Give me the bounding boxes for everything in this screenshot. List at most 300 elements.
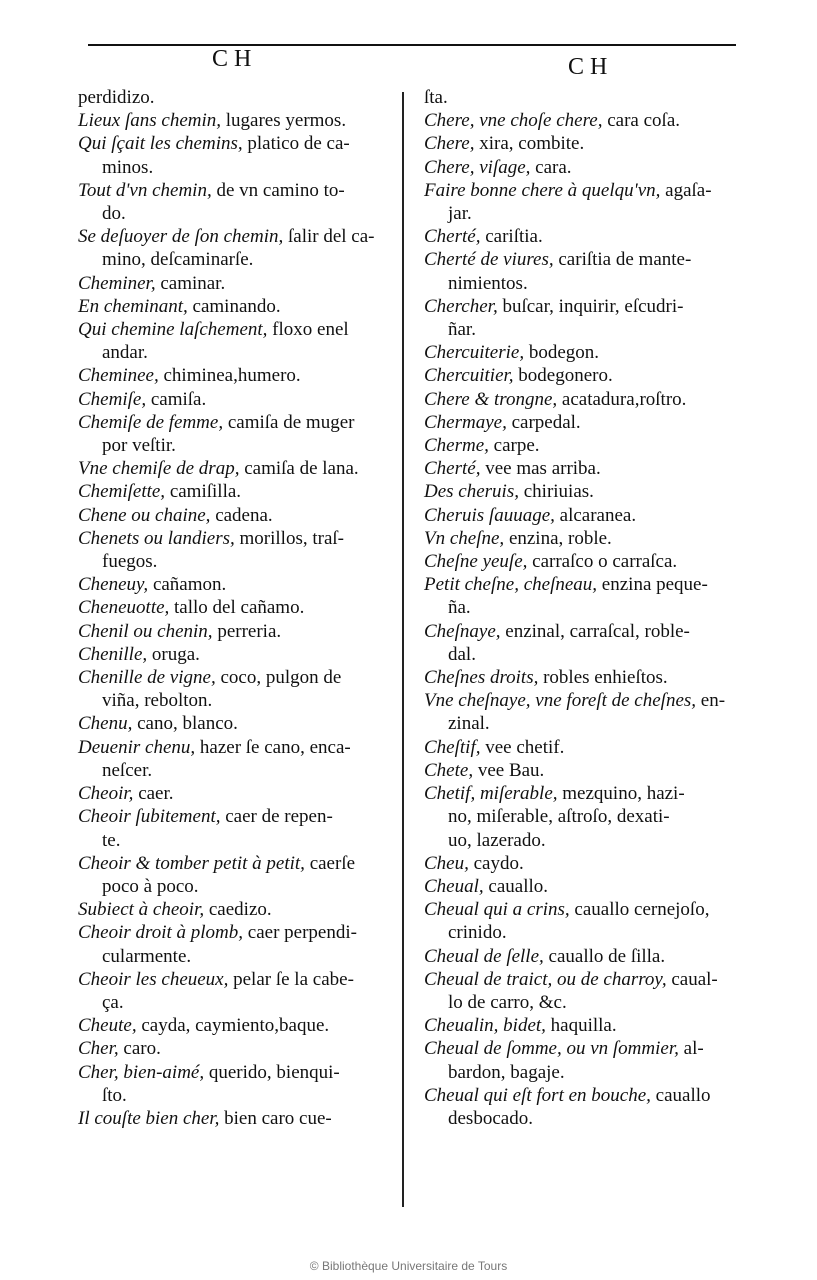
entry-headword: Chere, vne choſe chere,: [424, 110, 603, 132]
entry-translation: camiſilla.: [165, 481, 242, 503]
entry-translation: cara.: [530, 156, 572, 178]
entry-line: [424, 527, 736, 550]
entry-headword: Lieux ſans chemin,: [78, 110, 222, 132]
entry-headword: Cheſnaye,: [424, 620, 501, 642]
entry-line: [78, 689, 390, 712]
dictionary-entry: [78, 596, 390, 619]
dictionary-entry: [78, 225, 390, 271]
entry-headword: Cherté,: [424, 226, 481, 248]
entry-translation: cañamon.: [148, 574, 227, 596]
dictionary-entry: [78, 295, 390, 318]
entry-headword: Cheual qui a crins,: [424, 899, 570, 921]
entry-line: [424, 782, 736, 805]
entry-headword: Cherté de viures,: [424, 249, 554, 271]
entry-line: [424, 272, 736, 295]
entry-line: [78, 875, 390, 898]
entry-translation: cano, blanco.: [132, 713, 238, 735]
entry-translation: carpedal.: [506, 411, 581, 433]
entry-translation: caro.: [118, 1038, 161, 1060]
entry-translation: caer.: [133, 783, 174, 805]
entry-line: [424, 341, 736, 364]
entry-translation: ſta.: [424, 87, 448, 108]
entry-translation: caedizo.: [204, 899, 272, 921]
dictionary-entry: [424, 109, 736, 132]
dictionary-entry: [78, 782, 390, 805]
dictionary-entry: [424, 1014, 736, 1037]
entry-line: [424, 945, 736, 968]
dictionary-entry: [78, 898, 390, 921]
dictionary-entry: [424, 968, 736, 1014]
entry-line: [78, 666, 390, 689]
entry-line: [424, 852, 736, 875]
entry-headword: Des cheruis,: [424, 481, 519, 503]
entry-translation: cariſtia de mante-: [553, 249, 692, 271]
dictionary-entry: [424, 898, 736, 944]
entry-headword: Chete,: [424, 759, 474, 781]
entry-translation: pelar ſe la cabe-: [228, 968, 354, 990]
entry-line: [78, 202, 390, 225]
entry-line: [78, 248, 390, 271]
dictionary-entry: [78, 852, 390, 898]
entry-translation: por veſtir.: [102, 435, 176, 457]
entry-translation: caer de repen-: [220, 806, 333, 828]
entry-line: [424, 132, 736, 155]
entry-translation: cauallo de ſilla.: [543, 945, 666, 967]
entry-line: [424, 689, 736, 712]
entry-translation: zinal.: [448, 713, 490, 735]
entry-line: [78, 527, 390, 550]
entry-line: [424, 829, 736, 852]
entry-headword: Tout d'vn chemin,: [78, 179, 212, 201]
entry-line: [78, 643, 390, 666]
dictionary-entry: [78, 1014, 390, 1037]
entry-line: [78, 1084, 390, 1107]
entry-headword: Petit cheſne, cheſneau,: [424, 574, 598, 596]
dictionary-entry: [78, 573, 390, 596]
entry-line: [78, 1061, 390, 1084]
entry-translation: perreria.: [212, 620, 282, 642]
entry-line: [78, 179, 390, 202]
dictionary-entry: [78, 411, 390, 457]
entry-headword: Chere, viſage,: [424, 156, 531, 178]
entry-headword: Cheoir droit à plomb,: [78, 922, 244, 944]
entry-translation: coco, pulgon de: [215, 667, 342, 689]
dictionary-entry: [78, 712, 390, 735]
entry-line: [424, 1084, 736, 1107]
entry-translation: dal.: [448, 643, 476, 665]
column-divider: [402, 92, 404, 1207]
entry-translation: cauallo: [650, 1084, 711, 1106]
entry-line: [78, 480, 390, 503]
entry-headword: Cher, bien-aimé,: [78, 1061, 205, 1083]
entry-headword: Chemiſette,: [78, 481, 166, 503]
dictionary-entry: [424, 875, 736, 898]
entry-headword: Il couſte bien cher,: [78, 1107, 220, 1129]
entry-line: [78, 573, 390, 596]
entry-line: [78, 504, 390, 527]
entry-translation: vee Bau.: [473, 759, 545, 781]
entry-headword: Faire bonne chere à quelqu'vn,: [424, 179, 661, 201]
entry-line: [424, 318, 736, 341]
dictionary-entry: [78, 643, 390, 666]
entry-line: [78, 1107, 390, 1130]
entry-line: [424, 1061, 736, 1084]
dictionary-entry: [78, 504, 390, 527]
entry-headword: Chemiſe de femme,: [78, 411, 224, 433]
entry-headword: Cheu,: [424, 852, 469, 874]
entry-translation: fuegos.: [102, 551, 158, 573]
entry-line: [424, 643, 736, 666]
right-column: [424, 86, 736, 1130]
entry-headword: Chenille de vigne,: [78, 667, 216, 689]
entry-translation: caminando.: [187, 295, 281, 317]
entry-headword: Cheſtif,: [424, 736, 481, 758]
entry-translation: xira, combite.: [474, 133, 585, 155]
dictionary-entry: [424, 457, 736, 480]
entry-translation: hazer ſe cano, enca-: [195, 736, 351, 758]
entry-translation: haquilla.: [545, 1015, 617, 1037]
entry-translation: carraſco o carraſca.: [527, 551, 678, 573]
dictionary-entry: [78, 666, 390, 712]
entry-headword: Cheual de traict, ou de charroy,: [424, 968, 667, 990]
entry-line: [78, 225, 390, 248]
entry-line: [78, 1037, 390, 1060]
dictionary-entry: [424, 132, 736, 155]
entry-line: [78, 968, 390, 991]
entry-headword: Cheneuy,: [78, 574, 149, 596]
entry-line: [424, 179, 736, 202]
dictionary-entry: [78, 86, 390, 109]
entry-line: [424, 712, 736, 735]
entry-line: [78, 434, 390, 457]
entry-translation: floxo enel: [267, 319, 349, 341]
entry-line: [78, 829, 390, 852]
entry-headword: Cheualin, bidet,: [424, 1015, 546, 1037]
entry-line: [424, 86, 736, 109]
entry-headword: Qui chemine laſchement,: [78, 319, 268, 341]
entry-line: [78, 991, 390, 1014]
dictionary-entry: [424, 666, 736, 689]
dictionary-entry: [424, 364, 736, 387]
dictionary-entry: [78, 736, 390, 782]
entry-translation: lugares yermos.: [221, 110, 347, 132]
entry-line: [424, 968, 736, 991]
entry-headword: Chenil ou chenin,: [78, 620, 213, 642]
entry-line: [424, 666, 736, 689]
dictionary-entry: [78, 457, 390, 480]
entry-line: [424, 573, 736, 596]
entry-line: [424, 457, 736, 480]
entry-line: [78, 272, 390, 295]
left-column: [78, 86, 390, 1130]
dictionary-entry: [424, 86, 736, 109]
entry-translation: vee chetif.: [480, 736, 565, 758]
entry-headword: Cher,: [78, 1038, 119, 1060]
entry-headword: Chemiſe,: [78, 388, 147, 410]
entry-translation: cariſtia.: [480, 226, 543, 248]
dictionary-entry: [424, 573, 736, 619]
running-head-right: CH: [568, 54, 614, 80]
entry-line: [424, 388, 736, 411]
entry-translation: platico de ca-: [242, 133, 350, 155]
entry-headword: Chercher,: [424, 295, 498, 317]
entry-translation: neſcer.: [102, 759, 153, 781]
entry-headword: Cheoir,: [78, 783, 134, 805]
entry-translation: de vn camino to-: [211, 179, 345, 201]
entry-translation: camiſa de lana.: [239, 458, 359, 480]
dictionary-entry: [424, 527, 736, 550]
entry-headword: Cheſnes droits,: [424, 667, 539, 689]
dictionary-entry: [424, 480, 736, 503]
entry-line: [424, 805, 736, 828]
entry-headword: Chere,: [424, 133, 475, 155]
entry-headword: Cherme,: [424, 435, 489, 457]
entry-translation: nimientos.: [448, 272, 528, 294]
entry-translation: carpe.: [488, 435, 540, 457]
entry-translation: caer perpendi-: [243, 922, 357, 944]
entry-line: [424, 202, 736, 225]
entry-translation: cadena.: [210, 504, 273, 526]
entry-line: [424, 736, 736, 759]
entry-translation: caual-: [666, 968, 718, 990]
entry-headword: Cheute,: [78, 1015, 137, 1037]
entry-headword: En cheminant,: [78, 295, 188, 317]
dictionary-entry: [424, 550, 736, 573]
entry-line: [424, 620, 736, 643]
entry-translation: ça.: [102, 991, 124, 1013]
dictionary-entry: [78, 1037, 390, 1060]
entry-line: [424, 1037, 736, 1060]
entry-line: [78, 805, 390, 828]
entry-line: [78, 156, 390, 179]
entry-line: [78, 1014, 390, 1037]
entry-line: [424, 109, 736, 132]
entry-headword: Cheual de ſelle,: [424, 945, 544, 967]
entry-line: [78, 782, 390, 805]
entry-translation: agaſa-: [660, 179, 712, 201]
entry-translation: bien caro cue-: [219, 1107, 332, 1129]
entry-translation: oruga.: [147, 643, 200, 665]
entry-translation: ſto.: [102, 1084, 127, 1106]
entry-translation: cularmente.: [102, 945, 192, 967]
dictionary-entry: [78, 1107, 390, 1130]
dictionary-entry: [424, 759, 736, 782]
entry-translation: desbocado.: [448, 1107, 533, 1129]
entry-translation: bodegonero.: [513, 365, 613, 387]
entry-headword: Chercuiterie,: [424, 342, 525, 364]
dictionary-entry: [78, 968, 390, 1014]
entry-translation: perdidizo.: [78, 87, 155, 108]
entry-translation: vee mas arriba.: [480, 458, 601, 480]
entry-headword: Cheſne yeuſe,: [424, 551, 528, 573]
entry-line: [424, 480, 736, 503]
entry-headword: Vn cheſne,: [424, 527, 505, 549]
entry-translation: buſcar, inquirir, eſcudri-: [497, 295, 684, 317]
entry-line: [424, 596, 736, 619]
entry-line: [424, 550, 736, 573]
entry-translation: lo de carro, &c.: [448, 991, 567, 1013]
entry-translation: viña, rebolton.: [102, 690, 213, 712]
entry-translation: caydo.: [468, 852, 524, 874]
entry-headword: Subiect à cheoir,: [78, 899, 205, 921]
entry-translation: cauallo.: [483, 875, 548, 897]
running-head-left: CH: [212, 46, 258, 72]
dictionary-entry: [424, 341, 736, 364]
entry-line: [78, 318, 390, 341]
entry-headword: Deuenir chenu,: [78, 736, 196, 758]
entry-line: [78, 945, 390, 968]
entry-translation: andar.: [102, 342, 148, 364]
entry-headword: Chetif, miſerable,: [424, 783, 558, 805]
entry-headword: Cheual,: [424, 875, 484, 897]
dictionary-entry: [78, 1061, 390, 1107]
dictionary-entry: [78, 318, 390, 364]
entry-translation: robles enhieſtos.: [538, 667, 668, 689]
entry-line: [424, 504, 736, 527]
dictionary-entry: [78, 921, 390, 967]
entry-translation: do.: [102, 203, 126, 225]
entry-headword: Cheual qui eſt fort en bouche,: [424, 1084, 651, 1106]
entry-translation: cayda, caymiento,baque.: [136, 1015, 330, 1037]
entry-line: [78, 759, 390, 782]
dictionary-entry: [78, 132, 390, 178]
entry-translation: crinido.: [448, 922, 507, 944]
entry-line: [78, 852, 390, 875]
entry-line: [424, 759, 736, 782]
entry-translation: no, miſerable, aſtroſo, dexati-: [448, 806, 670, 828]
entry-headword: Cheruis ſauuage,: [424, 504, 555, 526]
dictionary-entry: [78, 179, 390, 225]
entry-translation: uo, lazerado.: [448, 829, 546, 851]
entry-line: [78, 341, 390, 364]
entry-line: [424, 1107, 736, 1130]
entry-line: [78, 132, 390, 155]
dictionary-entry: [78, 388, 390, 411]
entry-line: [78, 596, 390, 619]
entry-translation: enzina, roble.: [504, 527, 612, 549]
dictionary-entry: [424, 852, 736, 875]
entry-line: [424, 898, 736, 921]
entry-translation: querido, bienqui-: [204, 1061, 340, 1083]
dictionary-entry: [78, 480, 390, 503]
entry-line: [78, 86, 390, 109]
entry-line: [424, 434, 736, 457]
entry-translation: cauallo cernejoſo,: [569, 899, 710, 921]
entry-line: [424, 1014, 736, 1037]
entry-translation: morillos, traſ-: [234, 527, 344, 549]
entry-headword: Cheoir & tomber petit à petit,: [78, 852, 305, 874]
entry-translation: al-: [678, 1038, 704, 1060]
entry-translation: alcaranea.: [554, 504, 637, 526]
dictionary-entry: [424, 248, 736, 294]
entry-headword: Chere & trongne,: [424, 388, 558, 410]
entry-line: [78, 109, 390, 132]
entry-headword: Cherté,: [424, 458, 481, 480]
entry-headword: Chene ou chaine,: [78, 504, 211, 526]
entry-translation: enzina peque-: [597, 574, 708, 596]
dictionary-entry: [424, 411, 736, 434]
dictionary-entry: [424, 179, 736, 225]
entry-translation: caminar.: [155, 272, 226, 294]
dictionary-entry: [78, 272, 390, 295]
dictionary-entry: [424, 945, 736, 968]
entry-line: [424, 248, 736, 271]
dictionary-entry: [424, 295, 736, 341]
dictionary-entry: [424, 225, 736, 248]
entry-headword: Chermaye,: [424, 411, 507, 433]
dictionary-entry: [78, 805, 390, 851]
entry-line: [424, 225, 736, 248]
entry-headword: Cheoir ſubitement,: [78, 806, 221, 828]
entry-headword: Cheoir les cheueux,: [78, 968, 229, 990]
entry-headword: Cheneuotte,: [78, 597, 170, 619]
entry-translation: ñar.: [448, 319, 476, 341]
dictionary-entry: [424, 1084, 736, 1130]
entry-headword: Vne cheſnaye, vne foreſt de cheſnes,: [424, 690, 697, 712]
entry-translation: poco à poco.: [102, 875, 199, 897]
entry-headword: Cheminee,: [78, 365, 159, 387]
entry-line: [78, 388, 390, 411]
entry-headword: Se deſuoyer de ſon chemin,: [78, 226, 284, 248]
entry-translation: enzinal, carraſcal, roble-: [500, 620, 690, 642]
entry-translation: tallo del cañamo.: [169, 597, 305, 619]
entry-headword: Qui ſçait les chemins,: [78, 133, 243, 155]
copyright-footer: © Bibliothèque Universitaire de Tours: [309, 1259, 508, 1273]
entry-translation: camiſa de muger: [223, 411, 355, 433]
entry-headword: Vne chemiſe de drap,: [78, 458, 240, 480]
dictionary-entry: [424, 1037, 736, 1083]
entry-line: [78, 712, 390, 735]
entry-line: [78, 295, 390, 318]
entry-line: [78, 898, 390, 921]
entry-line: [424, 875, 736, 898]
entry-translation: bodegon.: [524, 342, 600, 364]
entry-headword: Cheual de ſomme, ou vn ſommier,: [424, 1038, 679, 1060]
dictionary-entry: [424, 434, 736, 457]
entry-translation: ña.: [448, 597, 471, 619]
dictionary-entry: [424, 736, 736, 759]
entry-headword: Chercuitier,: [424, 365, 514, 387]
entry-translation: caerſe: [304, 852, 356, 874]
entry-translation: en-: [696, 690, 726, 712]
entry-line: [78, 457, 390, 480]
entry-translation: chiriuias.: [518, 481, 594, 503]
entry-line: [424, 991, 736, 1014]
entry-translation: chiminea,humero.: [158, 365, 301, 387]
entry-translation: te.: [102, 829, 121, 851]
entry-line: [424, 156, 736, 179]
entry-line: [78, 364, 390, 387]
dictionary-entry: [78, 527, 390, 573]
entry-translation: mino, deſcaminarſe.: [102, 249, 254, 271]
entry-headword: Chenille,: [78, 643, 148, 665]
entry-headword: Chenets ou landiers,: [78, 527, 235, 549]
entry-line: [78, 411, 390, 434]
entry-translation: minos.: [102, 156, 154, 178]
dictionary-entry: [424, 620, 736, 666]
entry-headword: Cheminer,: [78, 272, 156, 294]
entry-line: [424, 411, 736, 434]
entry-translation: jar.: [448, 203, 472, 225]
entry-line: [424, 364, 736, 387]
dictionary-entry: [424, 689, 736, 735]
entry-line: [78, 921, 390, 944]
dictionary-entry: [424, 782, 736, 852]
dictionary-entry: [424, 156, 736, 179]
header-rule: [88, 44, 736, 46]
entry-translation: mezquino, hazi-: [557, 783, 685, 805]
dictionary-entry: [424, 388, 736, 411]
